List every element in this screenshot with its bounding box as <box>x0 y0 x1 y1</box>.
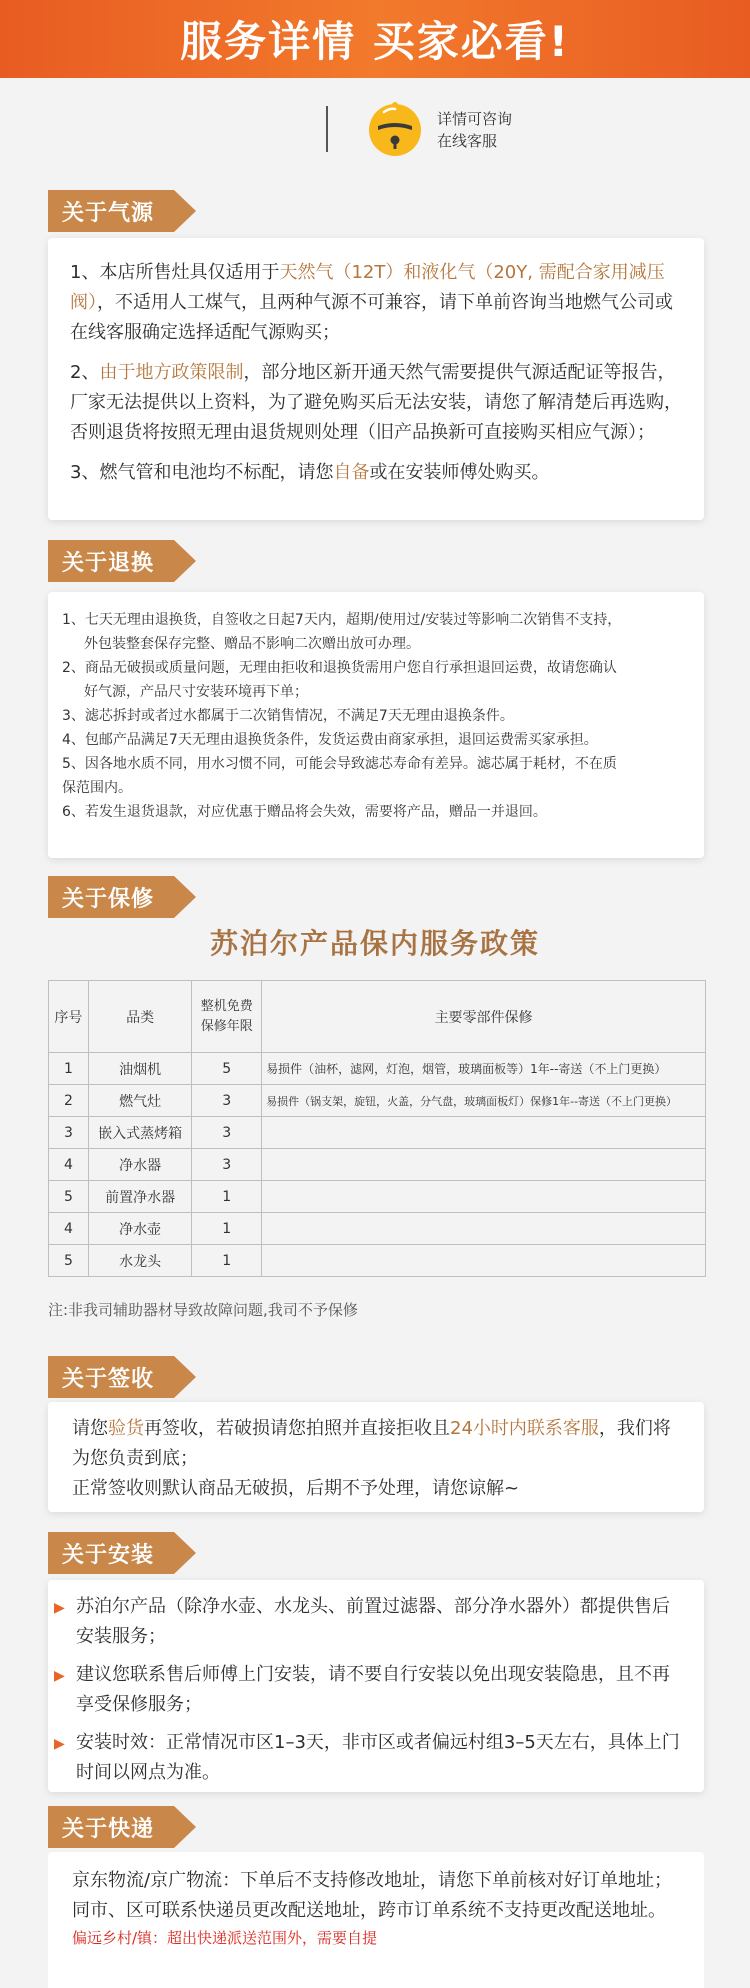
table-cell: 5 <box>49 1245 89 1277</box>
table-row <box>49 1117 706 1149</box>
table-cell <box>262 1149 706 1181</box>
bell-icon[interactable] <box>366 100 424 158</box>
warranty-table <box>48 980 706 1277</box>
table-cell: 1 <box>192 1213 262 1245</box>
returns-line: 5、因各地水质不同，用水习惯不同，可能会导致滤芯寿命有差异。滤芯属于耗材，不在质 <box>62 756 617 772</box>
table-cell: 3 <box>192 1085 262 1117</box>
returns-line: 4、包邮产品满足7天无理由退换货条件，发货运费由商家承担，退回运费需买家承担。 <box>62 732 598 748</box>
returns-line: 好气源，产品尺寸安装环境再下单； <box>84 684 308 700</box>
banner-title: 服务详情 买家必看! <box>180 17 570 66</box>
delivery-card <box>48 1852 704 1988</box>
table-cell: 1 <box>192 1245 262 1277</box>
section-tag-returns <box>48 540 196 582</box>
service-line-1: 详情可咨询 <box>437 110 513 128</box>
service-text[interactable] <box>437 108 512 152</box>
divider <box>326 106 328 152</box>
table-cell: 3 <box>192 1149 262 1181</box>
returns-line: 2、商品无破损或质量问题，无理由拒收和退换货需用户您自行承担退回运费，故请您确认 <box>62 660 617 676</box>
table-row <box>49 1053 706 1085</box>
tag-label: 关于安装 <box>62 1542 155 1568</box>
install-item: ▶ 安装时效：正常情况市区1–3天，非市区或者偏远村组3–5天左右，具体上门时间以网点为准。 <box>54 1728 682 1788</box>
table-cell: 3 <box>49 1117 89 1149</box>
table-cell: 水龙头 <box>88 1245 192 1277</box>
returns-card <box>48 592 704 858</box>
table-header-cell: 序号 <box>49 981 89 1053</box>
receipt-card <box>48 1402 704 1512</box>
table-cell: 易损件（油杯，滤网，灯泡，烟管，玻璃面板等）1年--寄送（不上门更换） <box>262 1053 706 1085</box>
table-cell: 嵌入式蒸烤箱 <box>88 1117 192 1149</box>
warranty-title: 苏泊尔产品保内服务政策 <box>209 927 540 960</box>
table-cell: 3 <box>192 1117 262 1149</box>
delivery-paragraph: 京东物流/京广物流：下单后不支持修改地址，请您下单前核对好订单地址；同市、区可联系快递员更改配送地址，跨市订单系统不支持更改配送地址。 <box>72 1870 673 1921</box>
service-line-2: 在线客服 <box>437 132 498 150</box>
tag-label: 关于快递 <box>62 1816 155 1842</box>
table-cell <box>262 1181 706 1213</box>
table-row <box>49 1181 706 1213</box>
section-tag-delivery <box>48 1806 196 1848</box>
table-row <box>49 1213 706 1245</box>
table-row <box>49 1149 706 1181</box>
table-cell: 4 <box>49 1149 89 1181</box>
triangle-right-icon: ▶ <box>54 1600 65 1616</box>
table-cell: 易损件（锅支架，旋钮，火盖，分气盘，玻璃面板灯）保修1年--寄送（不上门更换） <box>262 1085 706 1117</box>
section-tag-gas <box>48 190 196 232</box>
receipt-paragraph-1: 请您验货再签收，若破损请您拍照并直接拒收且24小时内联系客服，我们将为您负责到底； <box>72 1418 671 1469</box>
banner <box>0 0 750 78</box>
table-cell: 1 <box>192 1181 262 1213</box>
receipt-paragraph-2: 正常签收则默认商品无破损，后期不予处理，请您谅解~ <box>72 1478 520 1499</box>
table-row <box>49 1085 706 1117</box>
table-cell: 5 <box>192 1053 262 1085</box>
triangle-right-icon: ▶ <box>54 1736 65 1752</box>
tag-label: 关于保修 <box>62 886 155 912</box>
warranty-section <box>0 912 750 1320</box>
tag-label: 关于气源 <box>62 200 155 226</box>
table-cell: 前置净水器 <box>88 1181 192 1213</box>
table-cell: 1 <box>49 1053 89 1085</box>
table-header-cell: 主要零部件保修 <box>262 981 706 1053</box>
section-tag-install <box>48 1532 196 1574</box>
gas-paragraph-2: 2、由于地方政策限制，部分地区新开通天然气需要提供气源适配证等报告，厂家无法提供以上资料，为了避免购买后无法安装，请您了解清楚后再选购，否则退货将按照无理由退货规则处理（旧产品换新可直接购买相应气源）； <box>70 362 682 443</box>
warranty-note: 注:非我司辅助器材导致故障问题,我司不予保修 <box>48 1301 358 1319</box>
gas-paragraph-3: 3、燃气管和电池均不标配，请您自备或在安装师傅处购买。 <box>70 462 550 483</box>
install-item: ▶ 建议您联系售后师傅上门安装，请不要自行安装以免出现安装隐患，且不再享受保修服务； <box>54 1660 682 1720</box>
table-header-row <box>49 981 706 1053</box>
table-cell: 燃气灶 <box>88 1085 192 1117</box>
returns-line: 保范围内。 <box>62 780 132 796</box>
table-cell <box>262 1117 706 1149</box>
returns-line: 外包装整套保存完整、赠品不影响二次赠出放可办理。 <box>84 636 420 652</box>
returns-line: 3、滤芯拆封或者过水都属于二次销售情况，不满足7天无理由退换条件。 <box>62 708 514 724</box>
gas-paragraph-1: 1、本店所售灶具仅适用于天然气（12T）和液化气（20Y, 需配合家用减压阀），不适用人工煤气，且两种气源不可兼容，请下单前咨询当地燃气公司或在线客服确定选择适配气源购买； <box>70 262 673 343</box>
table-cell: 5 <box>49 1181 89 1213</box>
tag-label: 关于退换 <box>62 550 155 576</box>
install-item: ▶ 苏泊尔产品（除净水壶、水龙头、前置过滤器、部分净水器外）都提供售后安装服务； <box>54 1592 682 1652</box>
triangle-right-icon: ▶ <box>54 1668 65 1684</box>
delivery-remote-note: 偏远乡村/镇：超出快递派送范围外，需要自提 <box>72 1929 378 1947</box>
table-header-cell: 整机免费保修年限 <box>192 981 262 1053</box>
table-cell: 净水器 <box>88 1149 192 1181</box>
table-cell: 净水壶 <box>88 1213 192 1245</box>
table-cell: 4 <box>49 1213 89 1245</box>
table-cell: 2 <box>49 1085 89 1117</box>
table-cell: 油烟机 <box>88 1053 192 1085</box>
returns-line: 1、七天无理由退换货，自签收之日起7天内，超期/使用过/安装过等影响二次销售不支持， <box>62 612 622 628</box>
table-header-cell: 品类 <box>88 981 192 1053</box>
install-card <box>48 1580 704 1792</box>
section-tag-receipt <box>48 1356 196 1398</box>
tag-label: 关于签收 <box>62 1366 155 1392</box>
table-row <box>49 1245 706 1277</box>
returns-line: 6、若发生退货退款，对应优惠于赠品将会失效，需要将产品，赠品一并退回。 <box>62 804 547 820</box>
gas-card <box>48 238 704 520</box>
table-cell <box>262 1245 706 1277</box>
table-cell <box>262 1213 706 1245</box>
customer-service-row <box>0 78 750 200</box>
